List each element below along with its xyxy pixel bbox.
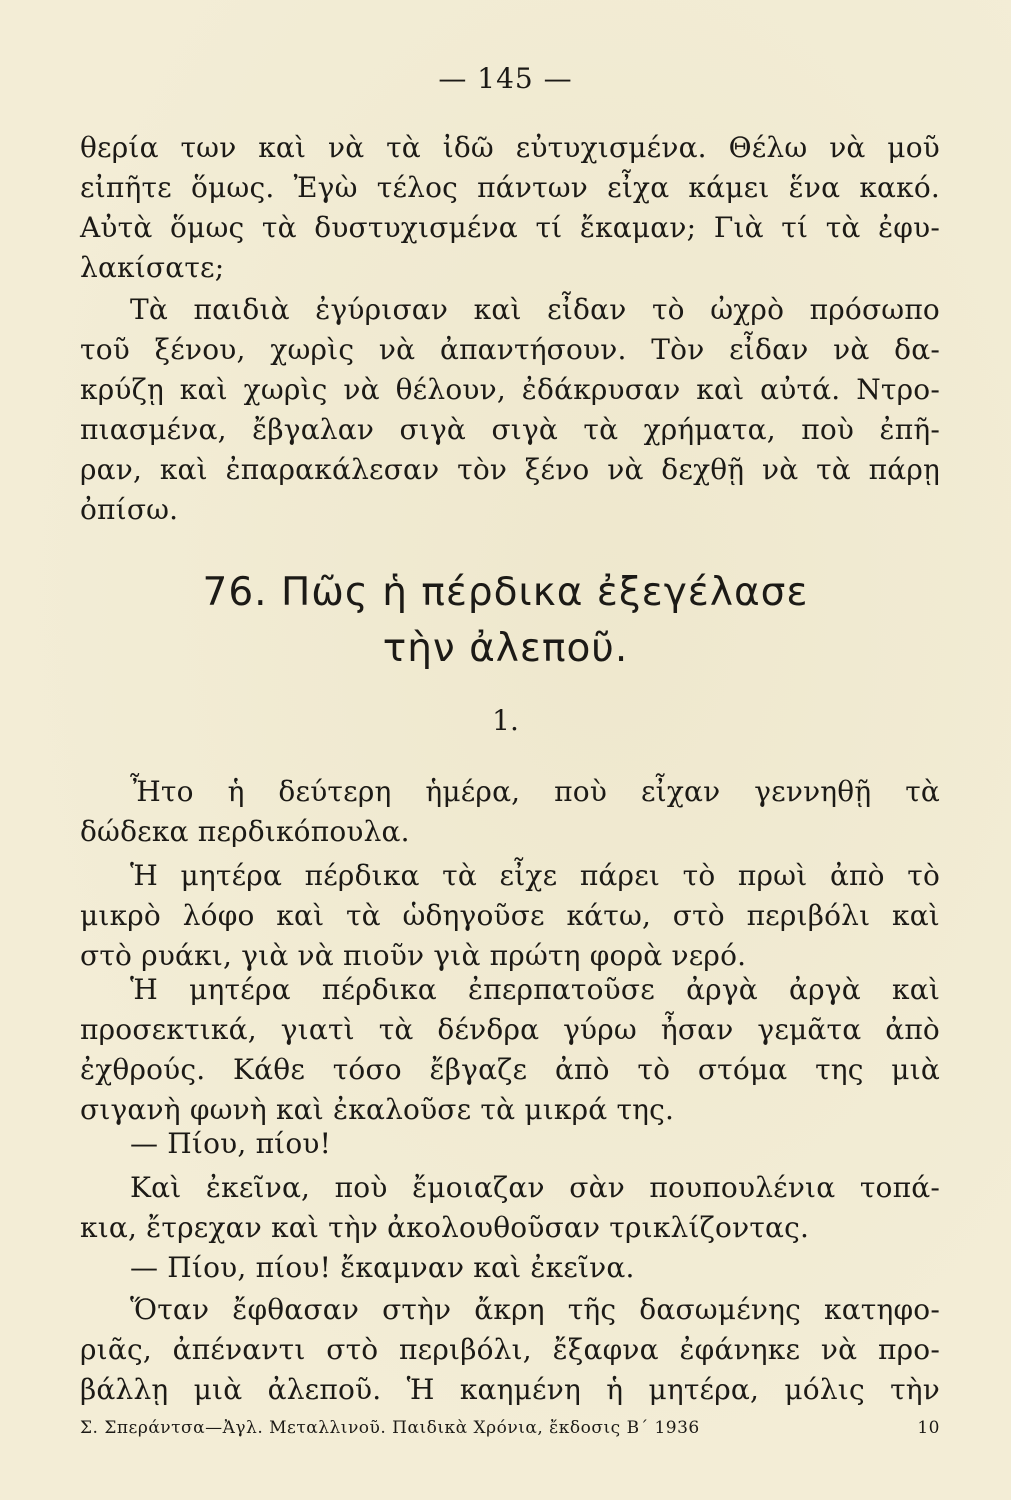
page-number: — 145 —	[438, 62, 573, 95]
footer-signature: 10	[917, 1418, 940, 1438]
text-line: — Πίου, πίου!	[130, 1127, 332, 1160]
story-paragraph-7	[80, 1290, 940, 1410]
text-line: Τὰ παιδιὰ ἐγύρισαν καὶ εἶδαν τὸ ὠχρὸ πρόσωπο	[130, 293, 940, 326]
text-line: ριᾶς, ἀπέναντι στὸ περιβόλι, ἔξαφνα ἐφάνηκε νὰ προ-	[80, 1333, 940, 1366]
text-line: λακίσατε;	[80, 251, 225, 284]
text-line: εἰπῆτε ὅμως. Ἐγὼ τέλος πάντων εἶχα κάμει ἕνα κακό.	[80, 171, 940, 204]
chapter-title-line-2: τὴν ἀλεποῦ.	[382, 626, 629, 671]
text-line: Ἦτο ἡ δεύτερη ἡμέρα, ποὺ εἶχαν γεννηθῇ τὰ	[130, 775, 940, 808]
text-line: πιασμένα, ἔβγαλαν σιγὰ σιγὰ τὰ χρήματα, ποὺ ἐπῆ-	[80, 413, 940, 446]
text-line: ἐχθρούς. Κάθε τόσο ἔβγαζε ἀπὸ τὸ στόμα της μιὰ	[80, 1053, 940, 1086]
text-line: Καὶ ἐκεῖνα, ποὺ ἔμοιαζαν σὰν πουπουλένια τοπά-	[130, 1171, 940, 1204]
text-line: Ἡ μητέρα πέρδικα ἐπερπατοῦσε ἀργὰ ἀργὰ καὶ	[130, 973, 940, 1006]
footer	[80, 1418, 940, 1438]
text-line: μικρὸ λόφο καὶ τὰ ὡδηγοῦσε κάτω, στὸ περιβόλι καὶ	[80, 899, 940, 932]
text-line: δώδεκα περδικόπουλα.	[80, 815, 410, 848]
text-line: Ὅταν ἔφθασαν στὴν ἄκρη τῆς δασωμένης κατηφο-	[130, 1293, 940, 1326]
text-line: θερία των καὶ νὰ τὰ ἰδῶ εὐτυχισμένα. Θέλω νὰ μοῦ	[80, 131, 940, 164]
text-line: Ἡ μητέρα πέρδικα τὰ εἶχε πάρει τὸ πρωὶ ἀπὸ τὸ	[130, 859, 940, 892]
story-paragraph-1	[80, 772, 940, 852]
text-line: βάλλῃ μιὰ ἀλεποῦ. Ἡ καημένη ἡ μητέρα, μόλις τὴν	[80, 1373, 940, 1406]
story-paragraph-3	[80, 970, 940, 1130]
text-line: στὸ ρυάκι, γιὰ νὰ πιοῦν γιὰ πρώτη φορὰ νερό.	[80, 939, 747, 972]
text-line: ὀπίσω.	[80, 493, 179, 526]
text-line: σιγανὴ φωνὴ καὶ ἐκαλοῦσε τὰ μικρά της.	[80, 1093, 675, 1126]
story-paragraph-6	[80, 1248, 940, 1288]
footer-citation: Σ. Σπεράντσα—Ἀγλ. Μεταλλινοῦ. Παιδικὰ Χρόνια, ἔκδοσις Β΄ 1936	[80, 1418, 700, 1438]
text-line: τοῦ ξένου, χωρὶς νὰ ἀπαντήσουν. Τὸν εἶδαν νὰ δα-	[80, 333, 940, 366]
chapter-title-line-1: 76. Πῶς ἡ πέρδικα ἐξεγέλασε	[202, 570, 809, 615]
text-line: προσεκτικά, γιατὶ τὰ δένδρα γύρω ἦσαν γεμᾶτα ἀπὸ	[80, 1013, 940, 1046]
text-line: ραν, καὶ ἐπαρακάλεσαν τὸν ξένο νὰ δεχθῇ νὰ τὰ πάρῃ	[80, 453, 940, 486]
text-line: — Πίου, πίου! ἔκαμναν καὶ ἐκεῖνα.	[130, 1251, 635, 1284]
text-line: Αὐτὰ ὅμως τὰ δυστυχισμένα τί ἔκαμαν; Γιὰ τί τὰ ἐφυ-	[80, 211, 940, 244]
story-paragraph-2	[80, 856, 940, 976]
intro-paragraph	[80, 128, 940, 288]
text-line: κια, ἔτρεχαν καὶ τὴν ἀκολουθοῦσαν τρικλίζοντας.	[80, 1211, 810, 1244]
section-number: 1.	[492, 704, 519, 737]
story-paragraph-5	[80, 1168, 940, 1248]
children-paragraph	[80, 290, 940, 530]
story-paragraph-4	[80, 1124, 940, 1164]
text-line: κρύζῃ καὶ χωρὶς νὰ θέλουν, ἐδάκρυσαν καὶ αὐτά. Ντρο-	[80, 373, 940, 406]
